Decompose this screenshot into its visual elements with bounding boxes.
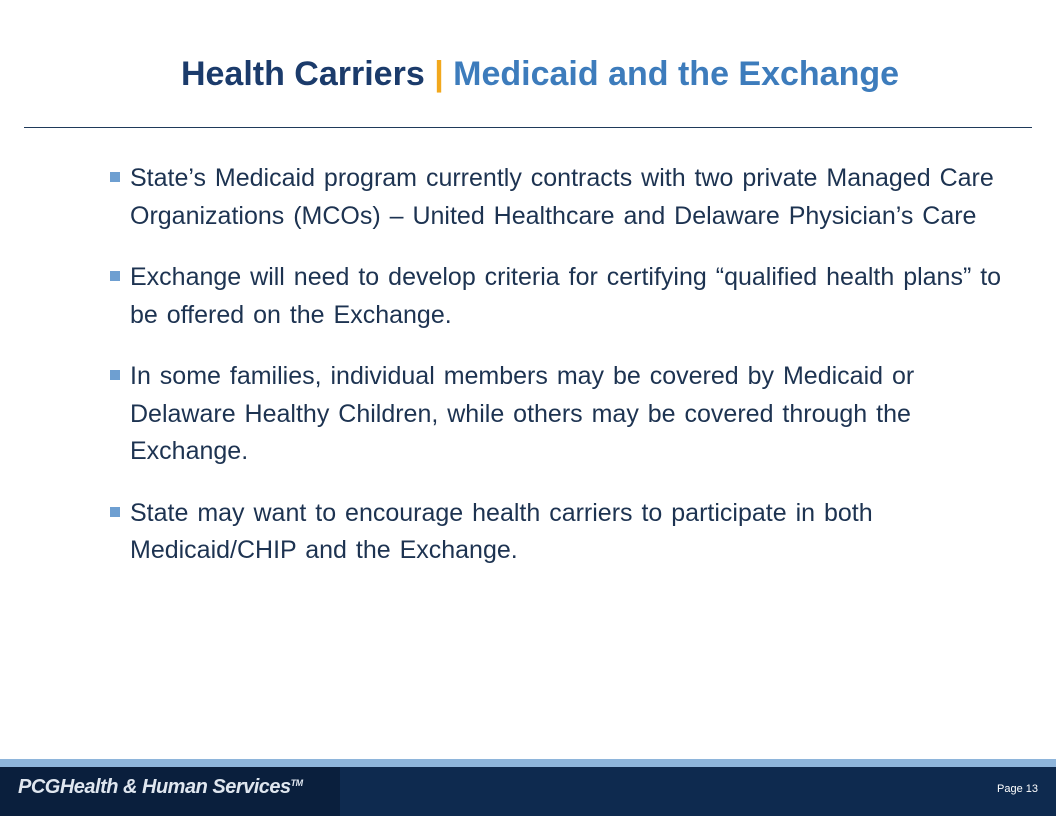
square-bullet-icon bbox=[110, 370, 120, 380]
footer-bar bbox=[0, 767, 1056, 816]
title-main: Health Carriers bbox=[180, 55, 425, 93]
logo-trademark: TM bbox=[290, 778, 303, 788]
square-bullet-icon bbox=[110, 271, 120, 281]
bullet-text: Exchange will need to develop criteria for certifying “qualified health plans” to be offered on the Exchange. bbox=[130, 263, 1002, 329]
bullet-item bbox=[108, 358, 1008, 471]
slide-title bbox=[0, 52, 1056, 96]
logo-text: PCGHealth & Human Services bbox=[18, 776, 291, 798]
title-divider bbox=[24, 127, 1032, 128]
page-number: Page 13 bbox=[997, 783, 1038, 795]
bullet-text: State may want to encourage health carriers to participate in both Medicaid/CHIP and the Exchange. bbox=[130, 498, 873, 564]
bullet-item bbox=[108, 259, 1008, 334]
bullet-text: In some families, individual members may be covered by Medicaid or Delaware Healthy Children, while others may be covered through the Exchange. bbox=[130, 362, 915, 465]
bullet-item bbox=[108, 495, 1008, 570]
bullet-item bbox=[108, 160, 1008, 235]
pcg-logo bbox=[18, 776, 303, 799]
footer-stripe bbox=[0, 759, 1056, 767]
bullet-text: State’s Medicaid program currently contracts with two private Managed Care Organizations (MCOs) – United Healthcare and Delaware Physician’s Care bbox=[130, 164, 994, 230]
title-separator: | bbox=[434, 55, 444, 93]
square-bullet-icon bbox=[110, 507, 120, 517]
logo-panel bbox=[0, 767, 340, 816]
square-bullet-icon bbox=[110, 172, 120, 182]
title-subtitle: Medicaid and the Exchange bbox=[453, 55, 900, 93]
bullet-list bbox=[108, 160, 1008, 594]
